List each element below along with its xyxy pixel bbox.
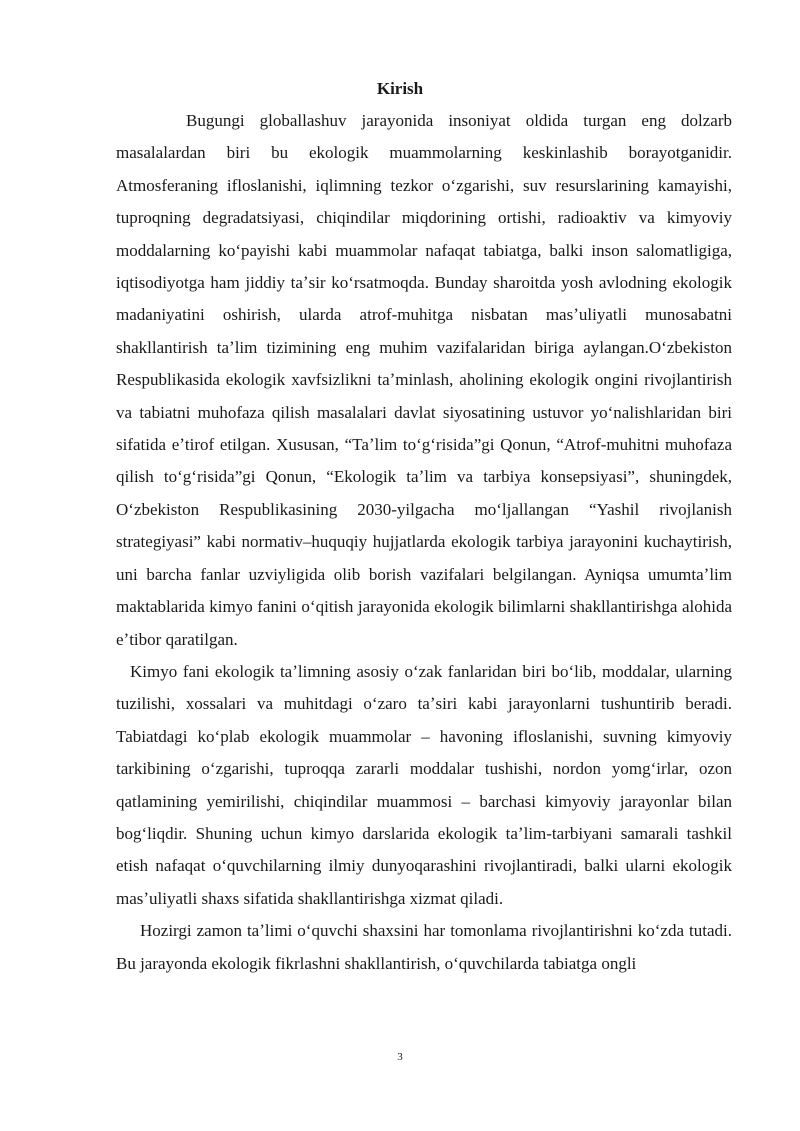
page-number: 3 <box>397 1051 403 1063</box>
paragraph-3: Hozirgi zamon taʼlimi oʻquvchi shaxsini har tomonlama rivojlantirishni koʻzda tutadi. Bu jarayonda ekologik fikrlashni shakllantirish, oʻquvchilarda tabiatga ongli <box>116 921 732 973</box>
section-title: Kirish <box>376 79 424 98</box>
paragraph-2: Kimyo fani ekologik taʼlimning asosiy oʻzak fanlaridan biri boʻlib, moddalar, ularning tuzilishi, xossalari va muhitdagi oʻzaro taʼsiri kabi jarayonlarni tushuntirib beradi. Tabiatdagi koʻplab ekologik muammolar – havoning ifloslanishi, suvning kimyoviy tarkibining oʻzgarishi, tuproqqa zararli moddalar tushishi, nordon yomgʻirlar, ozon qatlamining yemirilishi, chiqindilar muammosi – barchasi kimyoviy jarayonlar bilan bogʻliqdir. Shuning uchun kimyo darslarida ekologik taʼlim-tarbiyani samarali tashkil etish nafaqat oʻquvchilarning ilmiy dunyoqarashini rivojlantiradi, balki ularni ekologik masʼuliyatli shaxs sifatida shakllantirishga xizmat qiladi. <box>116 661 732 908</box>
document-body <box>116 105 732 980</box>
paragraph-1: Bugungi globallashuv jarayonida insoniyat oldida turgan eng dolzarb masalalardan biri bu ekologik muammolarning keskinlashib borayotganidir. Atmosferaning ifloslanishi, iqlimning tezkor oʻzgarishi, suv resurslarining kamayishi, tuproqning degradatsiyasi, chiqindilar miqdorining ortishi, radioaktiv va kimyoviy moddalarning koʻpayishi kabi muammolar nafaqat tabiatga, balki inson salomatligiga, iqtisodiyotga ham jiddiy taʼsir koʻrsatmoqda. Bunday sharoitda yosh avlodning ekologik madaniyatini oshirish, ularda atrof-muhitga nisbatan masʼuliyatli munosabatni shakllantirish taʼlim tizimining eng muhim vazifalaridan biriga aylangan.Oʻzbekiston Respublikasida ekologik xavfsizlikni taʼminlash, aholining ekologik ongini rivojlantirish va tabiatni muhofaza qilish masalalari davlat siyosatining ustuvor yoʻnalishlaridan biri sifatida eʼtirof etilgan. Xususan, “Taʼlim toʻgʻrisida”gi Qonun, “Atrof-muhitni muhofaza qilish toʻgʻrisida”gi Qonun, “Ekologik taʼlim va tarbiya konsepsiyasi”, shuningdek, Oʻzbekiston Respublikasining 2030-yilgacha moʻljallangan “Yashil rivojlanish strategiyasi” kabi normativ–huquqiy hujjatlarda ekologik tarbiya jarayonini kuchaytirish, uni barcha fanlar uzviyligida olib borish vazifalari belgilangan. Ayniqsa umumtaʼlim maktablarida kimyo fanini oʻqitish jarayonida ekologik bilimlarni shakllantirishga alohida eʼtibor qaratilgan. <box>116 111 732 649</box>
